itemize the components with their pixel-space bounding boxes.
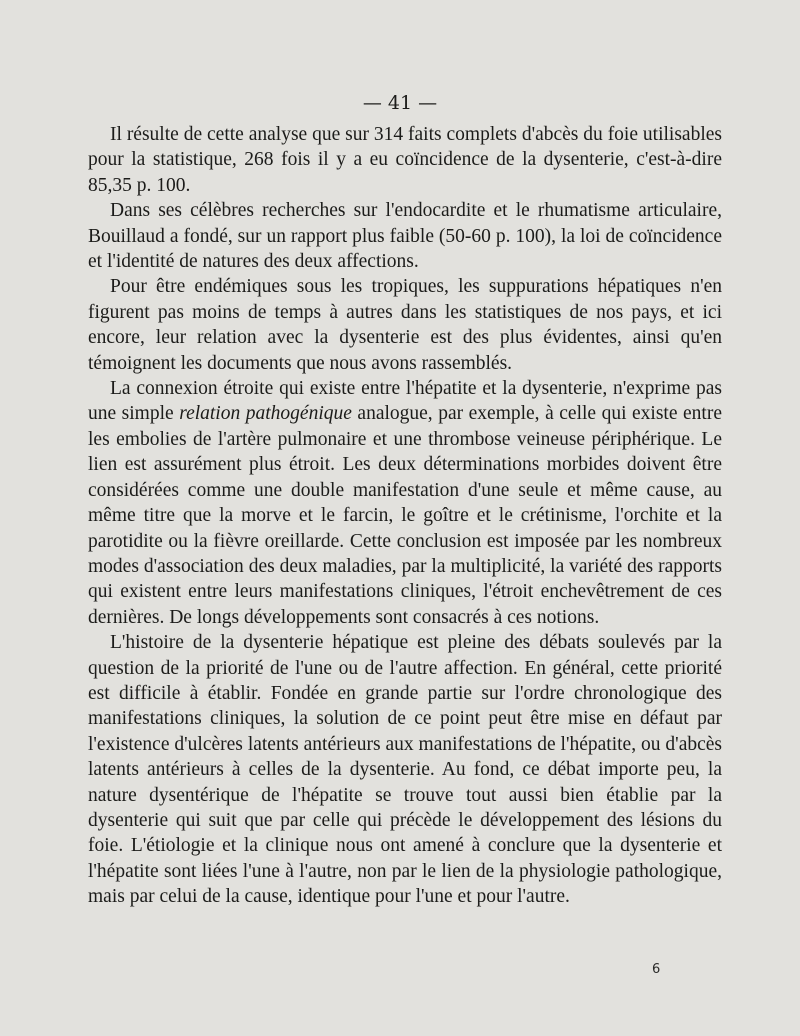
paragraph-connexion-start: La connexion étroite qui existe entre l'hépatite et la dysenterie, n'exprime pas une simple: [88, 378, 722, 425]
paragraph-bouillaud: Dans ses célèbres recherches sur l'endocardite et le rhumatisme articulaire, Bouillaud a fondé, sur un rapport plus faible (50-60 p. 100), la loi de coïncidence et l'identité de natures des deux affections.: [88, 200, 722, 273]
body-text: [88, 122, 722, 910]
paragraph-connexion-end: analogue, par exemple, à celle qui existe entre les embolies de l'artère pulmonaire et une thrombose veineuse périphérique. Le lien est assurément plus étroit. Les deux déterminations morbides doivent être considérées comme une double manifestation d'une seule et même cause, au même titre que la morve et le farcin, le goître et le crétinisme, l'orchite et la parotidite ou la fièvre oreillarde. Cette conclusion est imposée par les nombreux modes d'association des deux maladies, par la multiplicité, la variété des rapports qui existent entre leurs manifestations cliniques, l'étroit enchevêtrement de ces dernières. De longs développements sont consacrés à ces notions.: [88, 403, 722, 628]
printer-signature-mark: 6: [652, 962, 661, 977]
paragraph-statistics: Il résulte de cette analyse que sur 314 faits complets d'abcès du foie utilisables pour la statistique, 268 fois il y a eu coïncidence de la dysenterie, c'est-à-dire 85,35 p. 100.: [88, 124, 722, 196]
paragraph-tropics: Pour être endémiques sous les tropiques, les suppurations hépatiques n'en figurent pas moins de temps à autres dans les statistiques de nos pays, et ici encore, leur relation avec la dysenterie est des plus évidentes, ainsi qu'en témoignent les documents que nous avons rassemblés.: [88, 276, 722, 374]
paragraph-history: L'histoire de la dysenterie hépatique est pleine des débats soulevés par la question de la priorité de l'une ou de l'autre affection. En général, cette priorité est difficile à établir. Fondée en grande partie sur l'ordre chronologique des manifestations cliniques, la solution de ce point peut être mise en défaut par l'existence d'ulcères latents antérieurs aux manifestations de l'hépatite, ou d'abcès latents antérieurs à celles de la dysenterie. Au fond, ce débat importe peu, la nature dysentérique de l'hépatite se trouve tout aussi bien établie par la dysenterie qui suit que par celle qui précède le développement des lésions du foie. L'étiologie et la clinique nous ont amené à conclure que la dysenterie et l'hépatite sont liées l'une à l'autre, non par le lien de la physiologie pathologique, mais par celui de la cause, identique pour l'une et pour l'autre.: [88, 632, 722, 908]
page-number: — 41 —: [362, 92, 438, 114]
paragraph-connexion: [88, 376, 722, 630]
italic-phrase: relation pathogénique: [179, 403, 352, 425]
